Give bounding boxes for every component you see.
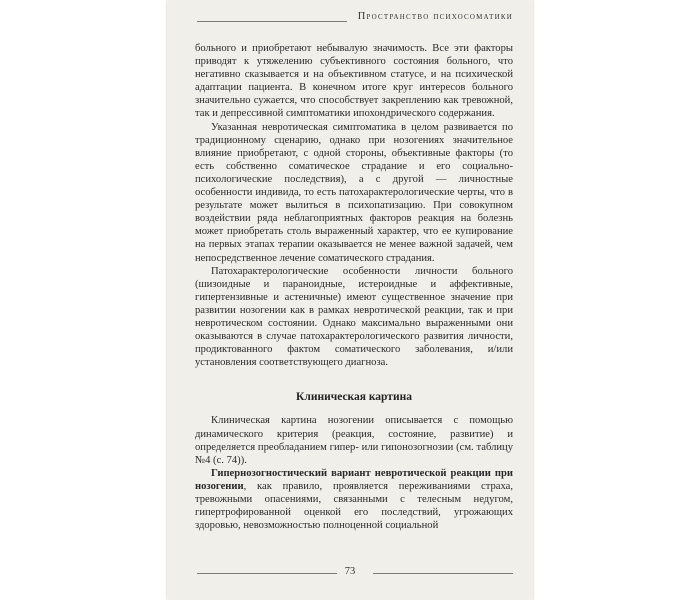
book-page — [167, 0, 533, 600]
bold-lead-phrase: Гипернозогностический вариант невротической реакции при нозогении — [195, 467, 513, 492]
header-rule — [197, 21, 347, 22]
section-heading: Клиническая картина — [296, 391, 412, 404]
page-number: 73 — [344, 566, 356, 577]
paragraph-3: Патохарактерологические особенности личности больного (шизоидные и параноидные, истероидные и аффективные, гипертензивные и астеничные) имеют существенное значение при развитии нозогении как в рамках невротической реакции, так и при невротическом состоянии. Однако максимально выраженными они оказываются в случае патохарактерологического развития личности, продиктованного фактом соматического заболевания, и/или установления соответствующего диагноза. — [195, 265, 513, 369]
last-paragraph-text: , как правило, проявляется переживаниями страха, тревожными опасениями, связанными с телесным недугом, гипертрофированной оценкой его последствий, угрожающих здоровью, невозможностью полноценной социальной — [195, 480, 513, 532]
paragraph-1: больного и приобретают небывалую значимость. Все эти факторы приводят к утяжелению субъективного состояния больного, что негативно сказывается и на объективном статусе, и на психической адаптации пациента. В конечном итоге круг интересов больного значительно сужается, что способствует закреплению как тревожной, так и депрессивной симптоматики ипохондрического содержания. — [195, 43, 513, 120]
last-paragraph — [195, 467, 513, 532]
page-footer — [167, 566, 533, 582]
running-header — [167, 8, 533, 30]
footer-rule-right — [373, 573, 513, 574]
running-head-title: Пространство психосоматики — [357, 11, 513, 22]
paragraph-2: Указанная невротическая симптоматика в целом развивается по традиционному сценарию, однако при нозогениях значительное влияние приобретают, с одной стороны, объективные факторы (то есть собственно соматическое страдание и его социально-психологические последствия), а с другой — личностные особенности индивида, то есть патохарактерологические черты, что в результате может вылиться в психопатизацию. При совокупном воздействии ряда неблагоприятных факторов реакция на болезнь может приобретать столь выраженный характер, что ее купирование на первых этапах терапии оказывается не менее важной задачей, чем непосредственное лечение соматического страдания. — [195, 121, 513, 264]
section-paragraph: Клиническая картина нозогении описывается с помощью динамического критерия (реакция, состояние, развитие) и определяется преобладанием гипер- или гипонозогнозии (см. таблицу №4 (с. 74)). — [195, 415, 513, 466]
page-body — [195, 42, 513, 532]
